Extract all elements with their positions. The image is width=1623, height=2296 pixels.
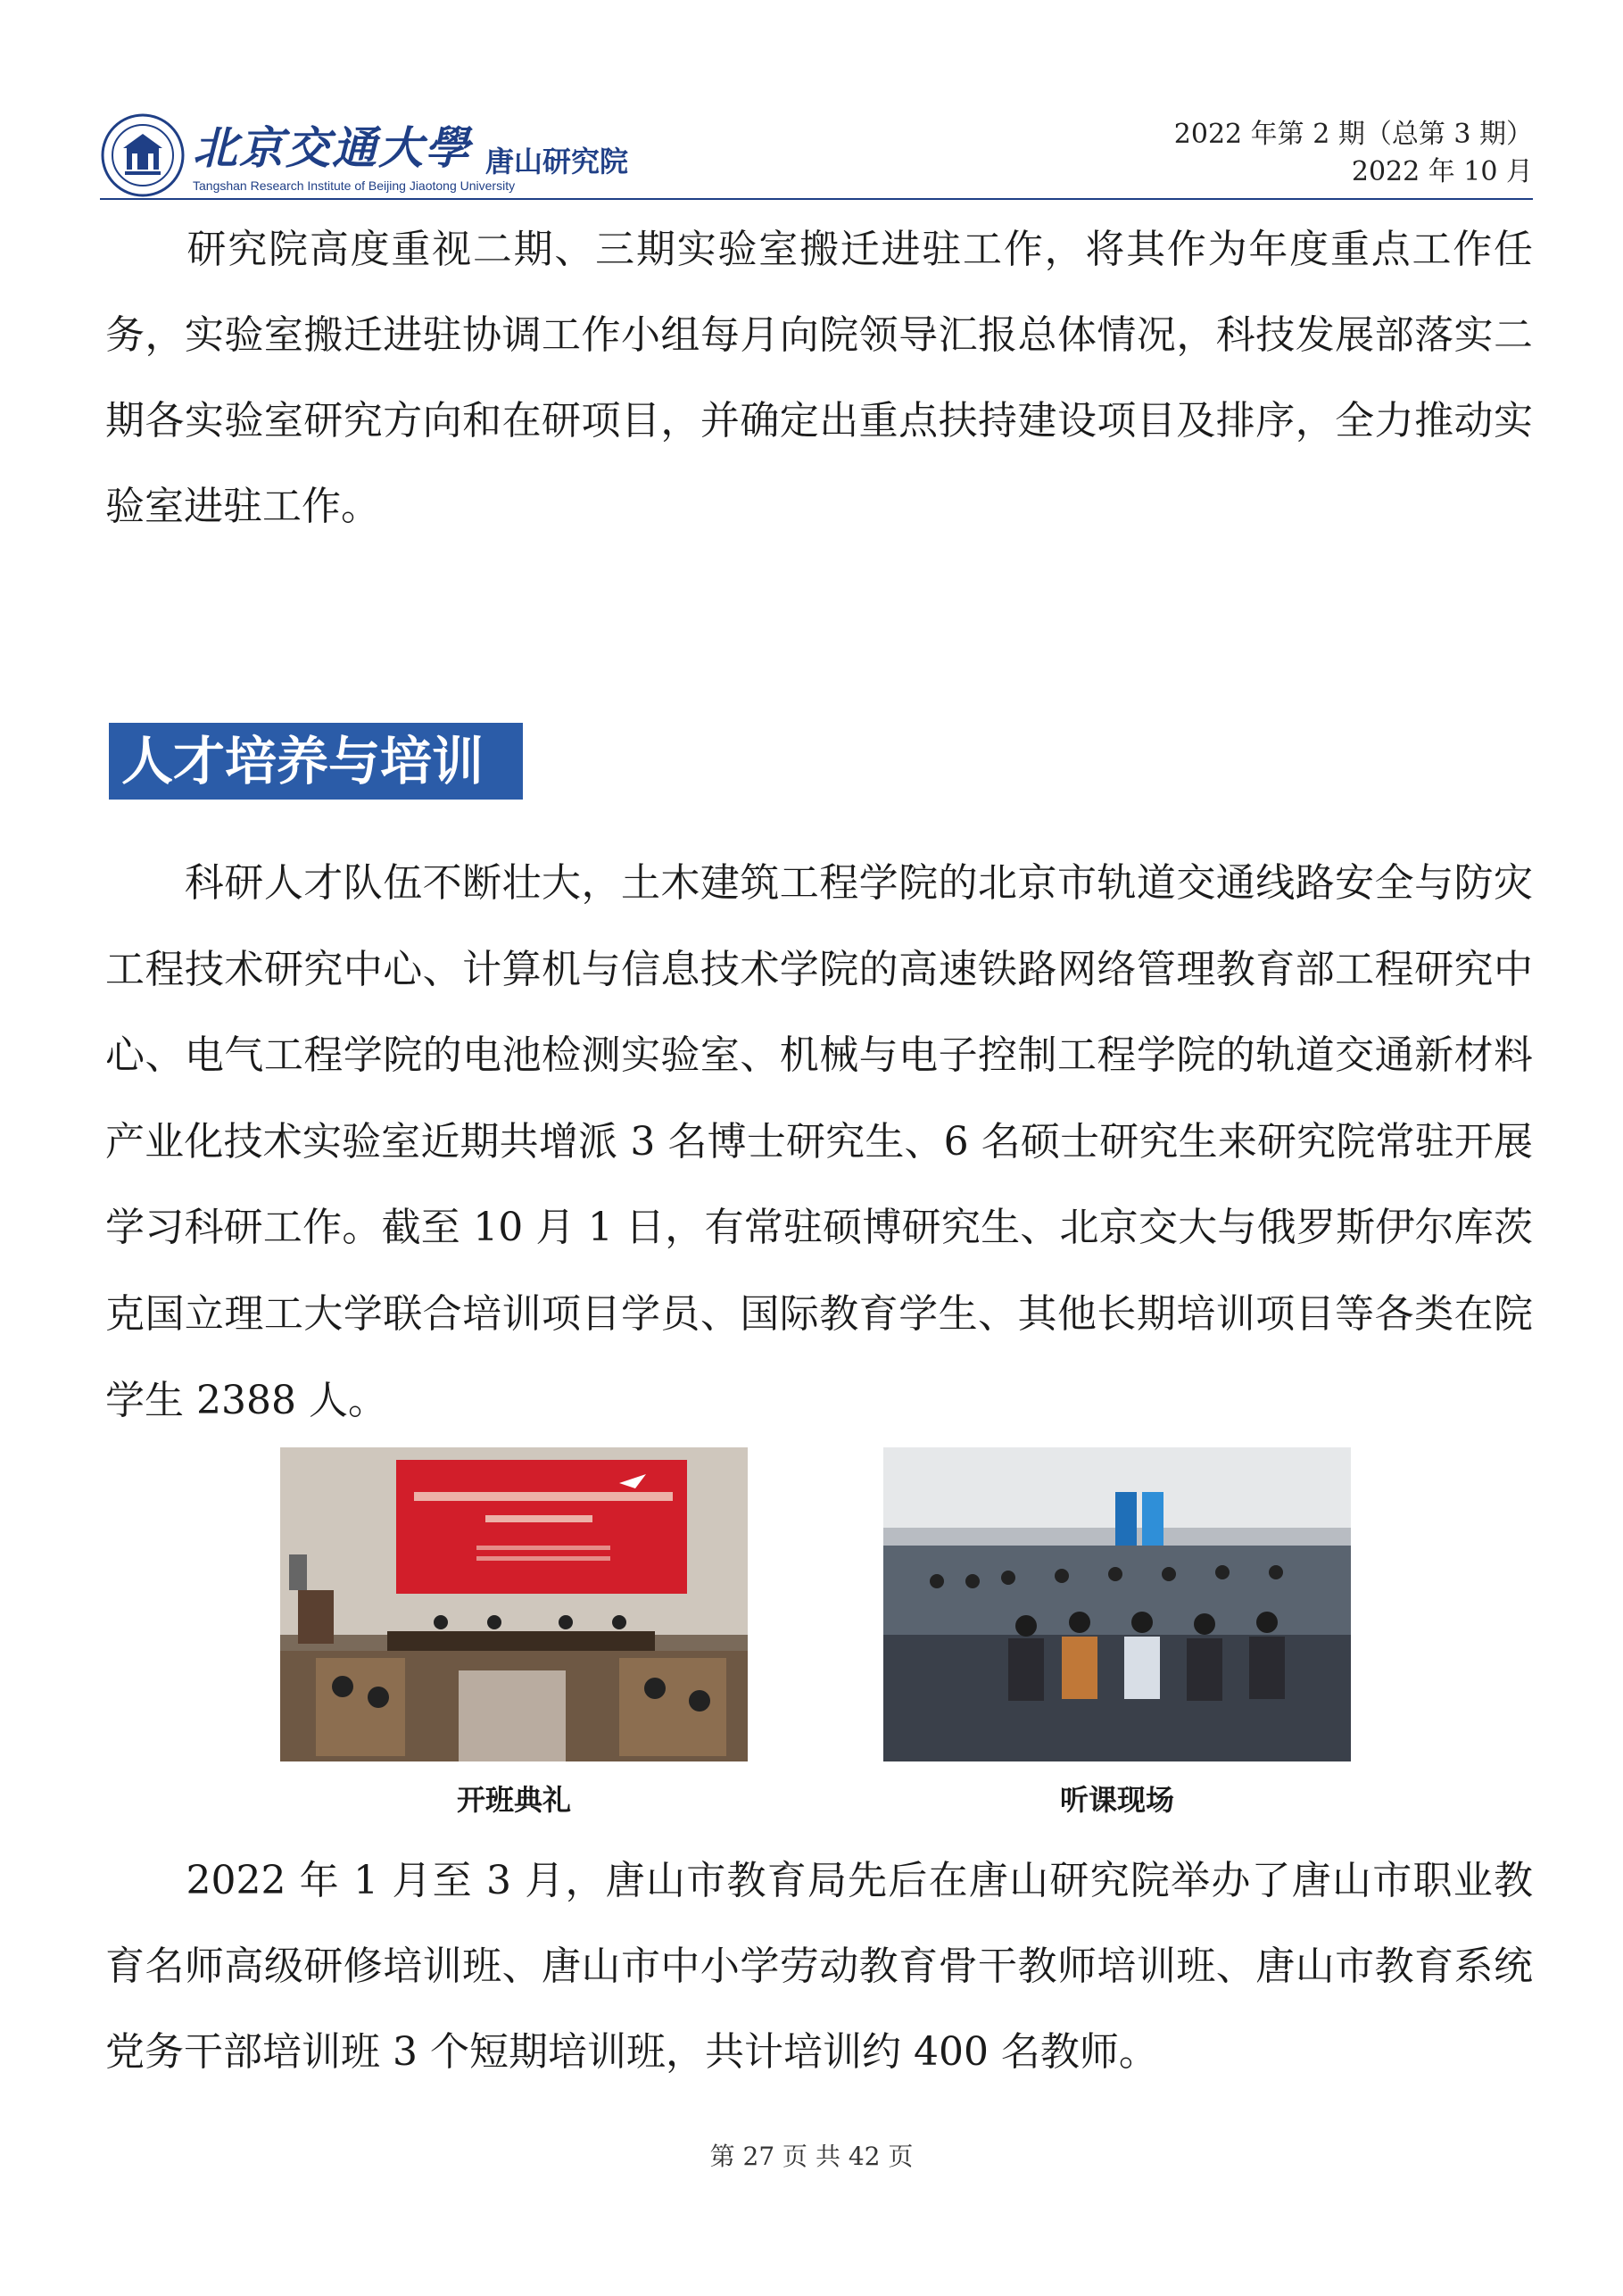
opening-ceremony-photo xyxy=(280,1447,748,1761)
institute-english-name: Tangshan Research Institute of Beijing Jiaotong University xyxy=(193,178,516,193)
section-heading: 人才培养与培训 xyxy=(109,723,523,800)
page-header xyxy=(100,107,1533,196)
institute-name: 唐山研究院 xyxy=(485,145,629,178)
university-seal-icon xyxy=(100,112,186,198)
university-name: 北京交通大學 xyxy=(193,121,471,174)
issue-date: 2022 年 10 月 xyxy=(1351,156,1533,187)
issue-number: 2022 年第 2 期（总第 3 期） xyxy=(1173,119,1533,150)
paragraph-teacher-training: 2022 年 1 月至 3 月，唐山市教育局先后在唐山研究院举办了唐山市职业教育名师高级研修培训班、唐山市中小学劳动教育骨干教师培训班、唐山市教育系统党务干部培训班 3 个短期培训班，共计培训约 400 名教师。 xyxy=(105,1858,1533,2075)
page-number: 第 27 页 共 42 页 xyxy=(709,2142,914,2171)
paragraph-talent: 科研人才队伍不断壮大，土木建筑工程学院的北京市轨道交通线路安全与防灾工程技术研究中心、计算机与信息技术学院的高速铁路网络管理教育部工程研究中心、电气工程学院的电池检测实验室、机械与电子控制工程学院的轨道交通新材料产业化技术实验室近期共增派 3 名博士研究生、6 名硕士研究生来研究院常驻开展学习科研工作。截至 10 月 1 日，有常驻硕博研究生、北京交大与俄罗斯伊尔库茨克国立理工大学联合培训项目学员、国际教育学生、其他长期培训项目等各类在院学生 2388 人。 xyxy=(105,860,1533,1423)
issue-info xyxy=(1174,116,1533,191)
lecture-audience-photo xyxy=(883,1447,1351,1761)
header-divider xyxy=(100,198,1533,200)
paragraph-lab-relocation: 研究院高度重视二期、三期实验室搬迁进驻工作，将其作为年度重点工作任务，实验室搬迁进驻协调工作小组每月向院领导汇报总体情况，科技发展部落实二期各实验室研究方向和在研项目，并确定出重点扶持建设项目及排序，全力推动实验室进驻工作。 xyxy=(105,227,1533,529)
photo-caption-opening-ceremony: 开班典礼 xyxy=(456,1783,571,1817)
photo-caption-lecture: 听课现场 xyxy=(1059,1783,1174,1817)
